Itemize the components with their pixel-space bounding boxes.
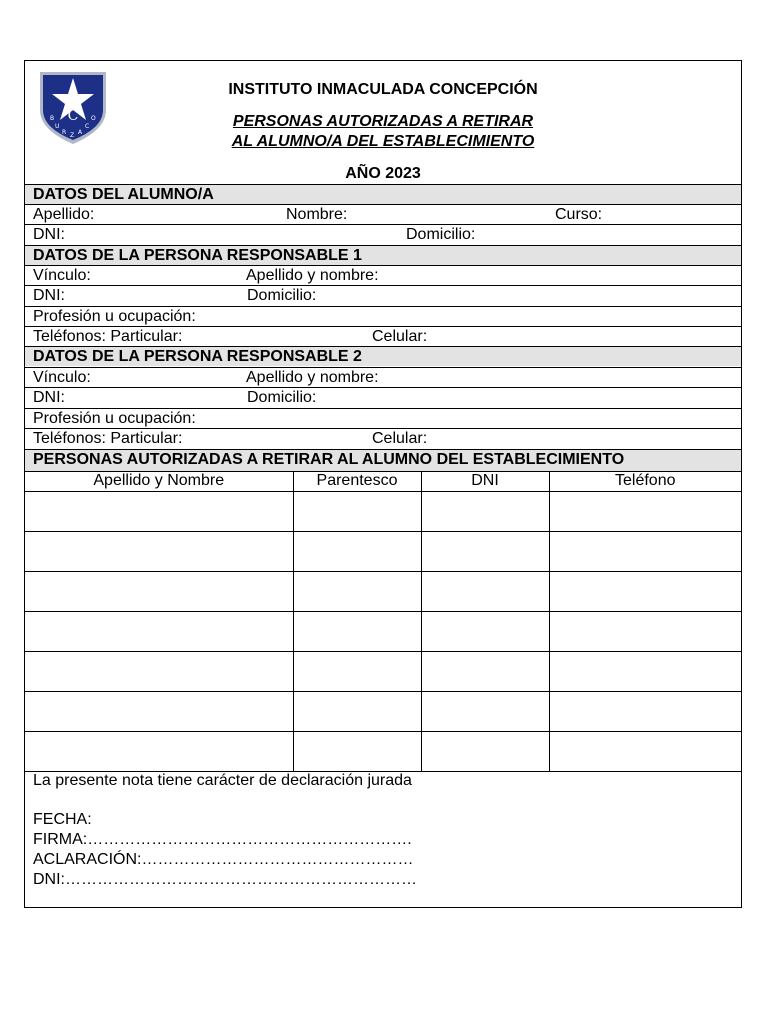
table-cell[interactable] bbox=[421, 652, 549, 692]
responsible-2-row-4 bbox=[25, 428, 741, 448]
table-row bbox=[25, 612, 741, 652]
table-cell[interactable] bbox=[549, 532, 741, 572]
table-cell[interactable] bbox=[421, 492, 549, 532]
field-student-curso[interactable]: Curso: bbox=[555, 206, 603, 223]
table-cell[interactable] bbox=[549, 572, 741, 612]
table-row bbox=[25, 692, 741, 732]
table-cell[interactable] bbox=[421, 532, 549, 572]
svg-text:B: B bbox=[50, 115, 55, 122]
responsible-2-row-1 bbox=[25, 367, 741, 387]
section-responsible-1 bbox=[25, 245, 741, 265]
field-r2-dni[interactable]: DNI: bbox=[33, 389, 65, 406]
document-year: AÑO 2023 bbox=[345, 165, 421, 182]
field-r1-vinculo[interactable]: Vínculo: bbox=[33, 267, 91, 284]
table-cell[interactable] bbox=[421, 732, 549, 772]
table-cell[interactable] bbox=[25, 492, 293, 532]
section-authorized-title: PERSONAS AUTORIZADAS A RETIRAR AL ALUMNO DEL ESTABLECIMIENTO bbox=[33, 451, 625, 468]
responsible-2-row-3 bbox=[25, 408, 741, 428]
section-student bbox=[25, 184, 741, 204]
section-authorized bbox=[25, 449, 741, 471]
table-cell[interactable] bbox=[293, 652, 421, 692]
table-cell[interactable] bbox=[549, 732, 741, 772]
table-cell[interactable] bbox=[549, 692, 741, 732]
form-footer bbox=[25, 771, 741, 888]
table-cell[interactable] bbox=[293, 572, 421, 612]
authorization-form bbox=[24, 60, 742, 908]
field-r1-profesion[interactable]: Profesión u ocupación: bbox=[33, 308, 196, 325]
column-header-apellido-nombre: Apellido y Nombre bbox=[25, 472, 293, 492]
field-r2-telefonos[interactable]: Teléfonos: Particular: bbox=[33, 430, 183, 447]
declaration-text: La presente nota tiene carácter de declaración jurada bbox=[33, 772, 412, 789]
field-r1-celular[interactable]: Celular: bbox=[372, 328, 428, 345]
document-title-line2: AL ALUMNO/A DEL ESTABLECIMIENTO bbox=[231, 133, 535, 150]
section-student-title: DATOS DEL ALUMNO/A bbox=[33, 186, 214, 203]
student-row-2 bbox=[25, 224, 741, 244]
table-cell[interactable] bbox=[25, 612, 293, 652]
section-responsible-2-title: DATOS DE LA PERSONA RESPONSABLE 2 bbox=[33, 348, 362, 365]
table-cell[interactable] bbox=[549, 492, 741, 532]
field-footer-dni[interactable]: DNI:………………………………………………………… bbox=[33, 871, 417, 888]
svg-text:R: R bbox=[62, 129, 67, 136]
table-cell[interactable] bbox=[421, 612, 549, 652]
table-cell[interactable] bbox=[549, 612, 741, 652]
field-student-apellido[interactable]: Apellido: bbox=[33, 206, 95, 223]
field-fecha[interactable]: FECHA: bbox=[33, 811, 92, 828]
svg-text:C: C bbox=[67, 108, 79, 124]
field-student-nombre[interactable]: Nombre: bbox=[286, 206, 348, 223]
table-cell[interactable] bbox=[25, 732, 293, 772]
svg-text:Z: Z bbox=[70, 132, 75, 139]
table-cell[interactable] bbox=[293, 492, 421, 532]
table-cell[interactable] bbox=[25, 532, 293, 572]
table-cell[interactable] bbox=[421, 692, 549, 732]
field-r2-celular[interactable]: Celular: bbox=[372, 430, 428, 447]
column-header-telefono: Teléfono bbox=[549, 472, 741, 492]
field-r2-profesion[interactable]: Profesión u ocupación: bbox=[33, 410, 196, 427]
field-r2-apellido-nombre[interactable]: Apellido y nombre: bbox=[246, 369, 379, 386]
responsible-1-row-3 bbox=[25, 306, 741, 326]
responsible-2-row-2 bbox=[25, 387, 741, 407]
table-cell[interactable] bbox=[293, 612, 421, 652]
responsible-1-row-1 bbox=[25, 265, 741, 285]
section-responsible-1-title: DATOS DE LA PERSONA RESPONSABLE 1 bbox=[33, 247, 362, 264]
authorized-persons-table bbox=[25, 471, 741, 772]
field-r1-apellido-nombre[interactable]: Apellido y nombre: bbox=[246, 267, 379, 284]
svg-text:O: O bbox=[91, 115, 96, 122]
table-cell[interactable] bbox=[25, 572, 293, 612]
section-responsible-2 bbox=[25, 346, 741, 366]
svg-text:U: U bbox=[55, 123, 60, 130]
table-cell[interactable] bbox=[421, 572, 549, 612]
table-cell[interactable] bbox=[293, 532, 421, 572]
field-student-dni[interactable]: DNI: bbox=[33, 226, 65, 243]
table-row bbox=[25, 532, 741, 572]
table-cell[interactable] bbox=[25, 652, 293, 692]
table-cell[interactable] bbox=[25, 692, 293, 732]
table-row bbox=[25, 572, 741, 612]
table-header-row bbox=[25, 472, 741, 492]
column-header-parentesco: Parentesco bbox=[293, 472, 421, 492]
field-r2-domicilio[interactable]: Domicilio: bbox=[247, 389, 317, 406]
responsible-1-row-2 bbox=[25, 285, 741, 305]
table-cell[interactable] bbox=[293, 732, 421, 772]
table-row bbox=[25, 732, 741, 772]
field-r1-domicilio[interactable]: Domicilio: bbox=[247, 287, 317, 304]
document-title-line1: PERSONAS AUTORIZADAS A RETIRAR bbox=[232, 113, 534, 130]
responsible-1-row-4 bbox=[25, 326, 741, 346]
table-row bbox=[25, 652, 741, 692]
field-aclaracion[interactable]: ACLARACIÓN:…………………………………………… bbox=[33, 851, 414, 868]
institution-name: INSTITUTO INMACULADA CONCEPCIÓN bbox=[228, 81, 538, 98]
field-r1-telefonos[interactable]: Teléfonos: Particular: bbox=[33, 328, 183, 345]
table-row bbox=[25, 492, 741, 532]
student-row-1 bbox=[25, 204, 741, 224]
table-cell[interactable] bbox=[293, 692, 421, 732]
field-firma[interactable]: FIRMA:……………………………………………………. bbox=[33, 831, 412, 848]
svg-text:C: C bbox=[85, 123, 90, 130]
field-student-domicilio[interactable]: Domicilio: bbox=[406, 226, 476, 243]
form-header bbox=[25, 61, 741, 184]
field-r2-vinculo[interactable]: Vínculo: bbox=[33, 369, 91, 386]
table-cell[interactable] bbox=[549, 652, 741, 692]
field-r1-dni[interactable]: DNI: bbox=[33, 287, 65, 304]
svg-text:A: A bbox=[78, 129, 83, 136]
document-title bbox=[25, 112, 741, 152]
column-header-dni: DNI bbox=[421, 472, 549, 492]
